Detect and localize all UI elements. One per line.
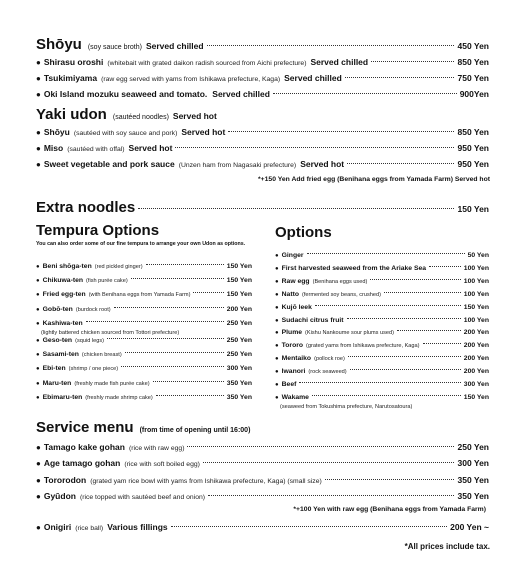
item-tail: Served hot: [128, 143, 173, 153]
bullet-icon: ●: [36, 338, 40, 344]
dot-leader: [228, 131, 454, 132]
item-name: Raw egg: [281, 277, 310, 285]
yaki-subtitle-note: (sautéed noodles): [112, 114, 169, 121]
item-note-line2: (lightly battered chicken sourced from Tottori prefecture): [41, 329, 180, 336]
item-name: Natto: [281, 290, 299, 298]
item-price: 100 Yen: [463, 277, 489, 285]
service-egg-note: *+100 Yen with raw egg (Benihana eggs from Yamada Farm): [293, 506, 486, 513]
bullet-icon: ●: [36, 366, 40, 373]
item-name: Maru-ten: [42, 379, 72, 387]
yaki-egg-note: *+150 Yen Add fried egg (Benihana eggs from Yamada Farm) Served hot: [258, 176, 490, 183]
service-title: Service menu: [36, 419, 134, 436]
item-name: Gobō-ten: [42, 305, 73, 313]
bullet-icon: ●: [275, 265, 279, 272]
item-price: 950 Yen: [457, 159, 489, 169]
item-note: (fermented soy beans, crushed): [302, 291, 381, 298]
item-price: 200 Yen: [463, 368, 489, 376]
dot-leader: [86, 321, 224, 322]
item-name: Beef: [281, 381, 297, 388]
dot-leader: [348, 356, 461, 357]
item-tail: Served hot: [300, 159, 345, 169]
service-item-row: [36, 458, 489, 468]
item-price: 300 Yen: [463, 381, 489, 388]
item-name: Oki Island mozuku seaweed and tomato.: [43, 89, 208, 99]
bullet-icon: ●: [36, 292, 40, 299]
item-tail: Various fillings: [107, 522, 168, 532]
item-note: (whitebait with grated daikon radish sourced from Aichi prefecture): [107, 60, 307, 67]
item-price: 150 Yen: [463, 393, 489, 401]
item-price: 900Yen: [459, 89, 489, 99]
shoyu-item-row: [36, 73, 489, 83]
bullet-icon: ●: [36, 443, 41, 452]
bullet-icon: ●: [36, 128, 41, 137]
item-name: Tororodon: [43, 475, 87, 485]
shoyu-item-row: [36, 57, 489, 67]
item-note: (rice with raw egg): [128, 445, 185, 452]
item-price: 100 Yen: [463, 264, 489, 272]
item-note: (pollock roe): [314, 356, 345, 363]
item-name: Chikuwa-ten: [42, 277, 84, 285]
options-item-row: [275, 317, 489, 324]
item-price: 150 Yen: [226, 277, 252, 285]
yaki-item-row: [36, 143, 489, 153]
options-item-row: [275, 278, 489, 285]
item-note: (Benihana eggs used): [312, 278, 368, 285]
dot-leader: [121, 366, 224, 367]
shoyu-price: 450 Yen: [457, 41, 489, 51]
item-name: Onigiri: [43, 522, 72, 532]
item-price: 200 Yen: [463, 342, 489, 350]
options-item-row: [275, 355, 489, 362]
item-name: Beni shōga-ten: [42, 263, 92, 270]
item-name: Sasami-ten: [42, 351, 79, 359]
bullet-icon: ●: [36, 352, 40, 359]
options-item-row: [275, 394, 489, 401]
shoyu-item-row: [36, 89, 489, 99]
item-note: (red pickled ginger): [94, 264, 143, 270]
extra-title: Extra noodles: [36, 199, 136, 216]
shoyu-subtitle-note: (soy sauce broth): [87, 44, 142, 51]
item-name: Iwanori: [281, 368, 306, 376]
options-item-row: [275, 291, 489, 298]
tempura-item-row: [36, 320, 252, 327]
item-price: 350 Yen: [226, 379, 252, 387]
shoyu-subtitle: Served chilled: [145, 41, 204, 51]
tempura-title: Tempura Options: [36, 222, 160, 239]
item-price: 750 Yen: [457, 73, 489, 83]
item-name: Gyūdon: [43, 491, 76, 501]
onigiri-row: [36, 522, 489, 532]
item-note: (Kishu Nankoume sour plums used): [305, 330, 394, 337]
item-note: (grated yam rice bowl with yams from Ishikawa prefecture, Kaga) (small size): [90, 478, 322, 485]
item-note: (burdock root): [75, 306, 111, 313]
bullet-icon: ●: [275, 278, 279, 285]
item-note: (rice with soft boiled egg): [124, 461, 200, 468]
yaki-title: Yaki udon: [36, 106, 107, 123]
item-name: Plume: [281, 329, 303, 337]
dot-leader: [347, 163, 454, 164]
tempura-item-row: [36, 263, 252, 270]
options-item-row: [275, 329, 489, 336]
service-subtitle: (from time of opening until 16:00): [139, 427, 251, 434]
yaki-subtitle: Served hot: [172, 111, 217, 121]
item-name: Ginger: [281, 252, 304, 259]
bullet-icon: ●: [36, 523, 41, 532]
dot-leader: [153, 381, 224, 382]
yaki-item-row: [36, 127, 489, 137]
shoyu-title: Shōyu: [36, 36, 82, 53]
tempura-item-row: [36, 306, 252, 313]
item-price: 250 Yen: [226, 337, 252, 344]
service-item-row: [36, 491, 489, 501]
item-price: 300 Yen: [226, 365, 252, 373]
item-note: (rice ball): [75, 525, 104, 532]
dot-leader: [114, 307, 224, 308]
bullet-icon: ●: [275, 382, 279, 388]
bullet-icon: ●: [275, 291, 279, 298]
dot-leader: [345, 77, 455, 78]
bullet-icon: ●: [36, 278, 40, 285]
bullet-icon: ●: [275, 304, 279, 311]
item-name: Wakame: [281, 393, 309, 401]
options-item-row: [275, 304, 489, 311]
bullet-icon: ●: [36, 476, 41, 485]
bullet-icon: ●: [275, 317, 279, 324]
item-note: (fish purée cake): [86, 278, 128, 285]
item-price: 200 Yen: [463, 329, 489, 337]
dot-leader: [347, 318, 461, 319]
shoyu-header-row: [36, 36, 489, 53]
item-price: 100 Yen: [463, 316, 489, 324]
tempura-item-row: [36, 394, 252, 401]
bullet-icon: ●: [36, 58, 41, 67]
item-price: 350 Yen: [457, 491, 489, 501]
bullet-icon: ●: [36, 380, 40, 387]
item-note: (rock seaweed): [308, 369, 347, 376]
item-note: (shrimp / one piece): [68, 366, 119, 373]
dot-leader: [350, 369, 461, 370]
item-tail: Served chilled: [284, 73, 342, 83]
item-name: Sweet vegetable and pork sauce: [43, 159, 175, 169]
bullet-icon: ●: [275, 356, 279, 363]
bullet-icon: ●: [36, 90, 41, 99]
item-name: Shirasu oroshi: [43, 57, 104, 67]
item-tail: Served hot: [181, 127, 226, 137]
bullet-icon: ●: [275, 369, 279, 376]
tempura-item-row: [36, 380, 252, 387]
item-name: Miso: [43, 143, 64, 153]
dot-leader: [307, 253, 465, 254]
item-name: Tsukimiyama: [43, 73, 98, 83]
yaki-header-row: [36, 106, 217, 123]
item-name: Tororo: [281, 342, 304, 350]
options-item-row: [275, 368, 489, 375]
item-price: 150 Yen: [226, 291, 252, 299]
item-note: (sautéed with soy sauce and pork): [73, 130, 178, 137]
bullet-icon: ●: [275, 330, 279, 337]
item-note: (raw egg served with yams from Ishikawa prefecture, Kaga): [101, 76, 281, 83]
item-price: 850 Yen: [457, 57, 489, 67]
dot-leader: [125, 352, 224, 353]
extra-row: [36, 199, 489, 216]
tempura-item-row: [36, 337, 252, 344]
bullet-icon: ●: [36, 264, 40, 270]
service-item-row: [36, 442, 489, 452]
item-price: 200 Yen: [463, 355, 489, 363]
bullet-icon: ●: [36, 144, 41, 153]
item-note: (chicken breast): [81, 352, 122, 359]
item-note: (squid legs): [75, 338, 105, 344]
item-price: 150 Yen: [463, 303, 489, 311]
dot-leader: [208, 495, 454, 496]
tempura-item-row: [36, 291, 252, 298]
options-item-row: [275, 265, 489, 272]
item-price: 350 Yen: [457, 475, 489, 485]
item-price: 350 Yen: [226, 393, 252, 401]
dot-leader: [397, 330, 461, 331]
dot-leader: [299, 382, 460, 383]
dot-leader: [423, 343, 461, 344]
dot-leader: [371, 61, 454, 62]
item-name: Fried egg-ten: [42, 291, 86, 299]
bullet-icon: ●: [275, 253, 279, 259]
item-name: Ebimaru-ten: [42, 393, 83, 401]
tempura-item-row: [36, 365, 252, 372]
item-note: (rice topped with sautéed beef and onion): [79, 494, 206, 501]
item-note: (Unzen ham from Nagasaki prefecture): [178, 162, 297, 169]
item-note: (with Benihana eggs from Yamada Farm): [88, 292, 191, 299]
bullet-icon: ●: [275, 394, 279, 401]
tempura-intro: You can also order some of our fine tempura to arrange your own Udon as options.: [36, 241, 246, 247]
item-name: Kashiwa-ten: [42, 319, 83, 327]
item-note: (grated yams from Ishikawa prefecture, Kaga): [306, 343, 420, 350]
footer-tax-note: *All prices include tax.: [404, 542, 490, 551]
item-price: 150 Yen: [226, 263, 252, 270]
service-header-row: [36, 419, 250, 436]
dot-leader: [273, 93, 457, 94]
dot-leader: [131, 278, 224, 279]
dot-leader: [312, 395, 461, 396]
item-note: (freshly made shrimp cake): [85, 394, 153, 401]
dot-leader: [325, 479, 455, 480]
item-price: 200 Yen ~: [450, 522, 489, 532]
yaki-item-row: [36, 159, 489, 169]
item-tail: Served chilled: [212, 89, 270, 99]
dot-leader: [193, 292, 223, 293]
service-item-row: [36, 475, 489, 485]
item-price: 950 Yen: [457, 143, 489, 153]
dot-leader: [384, 292, 461, 293]
item-note: (sautéed with offal): [67, 146, 125, 153]
dot-leader: [146, 264, 224, 265]
item-price: 200 Yen: [226, 305, 252, 313]
item-note-line2: (seaweed from Tokushima prefecture, Narutosatoura): [280, 403, 413, 410]
bullet-icon: ●: [36, 306, 40, 313]
bullet-icon: ●: [36, 394, 40, 401]
options-item-row: [275, 381, 489, 388]
item-price: 100 Yen: [463, 290, 489, 298]
item-price: 50 Yen: [467, 252, 489, 259]
bullet-icon: ●: [36, 74, 41, 83]
item-name: Tamago kake gohan: [43, 442, 125, 452]
item-price: 250 Yen: [226, 319, 252, 327]
bullet-icon: ●: [275, 343, 279, 350]
item-name: Sudachi citrus fruit: [281, 316, 344, 324]
bullet-icon: ●: [36, 459, 41, 468]
dot-leader: [429, 266, 461, 267]
dot-leader: [315, 305, 461, 306]
dot-leader: [107, 338, 224, 339]
dot-leader: [370, 279, 460, 280]
item-name: Age tamago gohan: [43, 458, 121, 468]
tempura-item-row: [36, 277, 252, 284]
item-price: 300 Yen: [457, 458, 489, 468]
bullet-icon: ●: [36, 320, 40, 327]
item-name: First harvested seaweed from the Ariake Sea: [281, 264, 427, 272]
item-name: Kujō leek: [281, 303, 312, 311]
dot-leader: [156, 395, 224, 396]
bullet-icon: ●: [36, 492, 41, 501]
dot-leader: [175, 147, 454, 148]
item-tail: Served chilled: [310, 57, 369, 67]
item-name: Shōyu: [43, 127, 70, 137]
item-price: 250 Yen: [226, 351, 252, 359]
dot-leader: [203, 462, 455, 463]
options-item-row: [275, 252, 489, 259]
item-price: 850 Yen: [457, 127, 489, 137]
item-name: Ebi-ten: [42, 365, 66, 373]
item-note: (freshly made fish purée cake): [74, 380, 150, 387]
dot-leader: [171, 526, 448, 527]
tempura-item-row: [36, 351, 252, 358]
options-title: Options: [275, 224, 332, 241]
dot-leader: [187, 446, 454, 447]
dot-leader: [138, 208, 454, 209]
item-name: Geso-ten: [42, 337, 73, 344]
options-item-row: [275, 342, 489, 349]
item-price: 250 Yen: [457, 442, 489, 452]
dot-leader: [207, 45, 455, 46]
item-name: Mentaiko: [281, 355, 312, 363]
extra-price: 150 Yen: [457, 204, 489, 214]
bullet-icon: ●: [36, 160, 41, 169]
